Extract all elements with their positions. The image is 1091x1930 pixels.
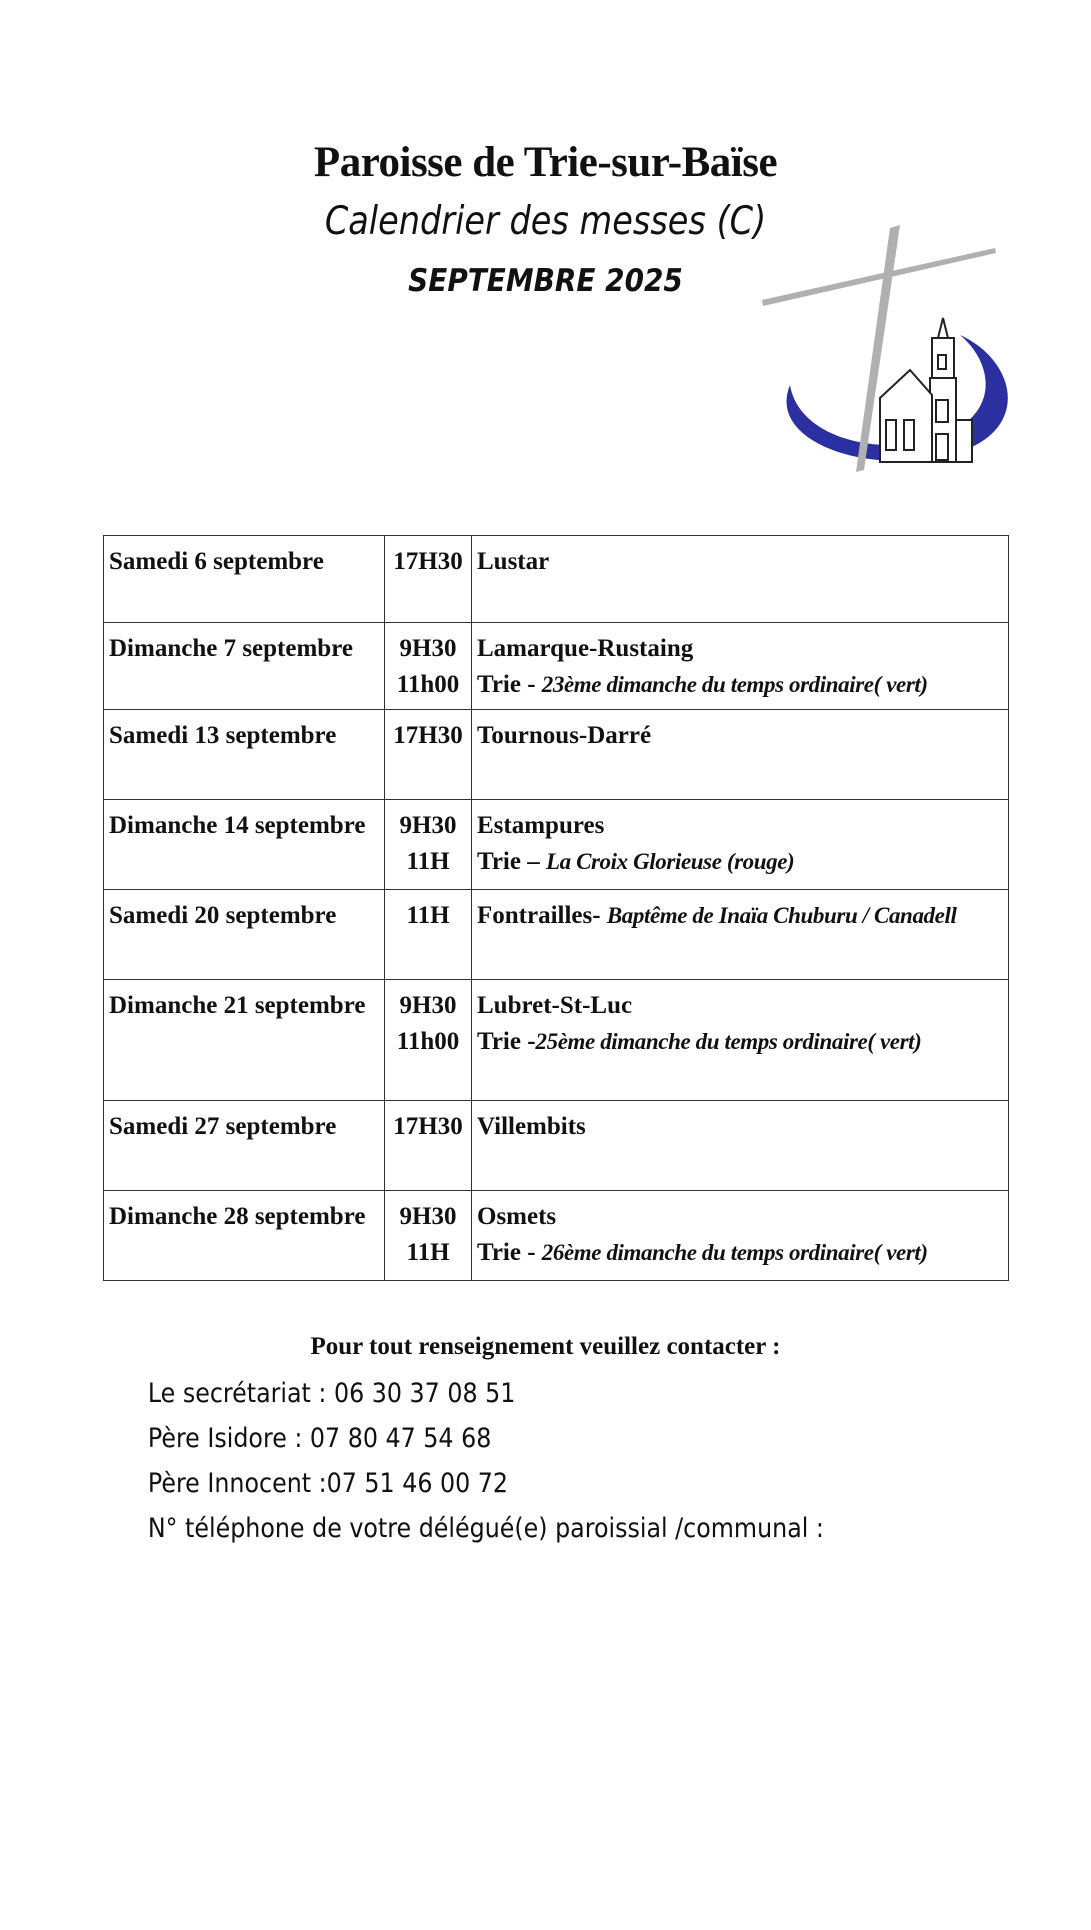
place-cell bbox=[472, 1191, 1009, 1281]
contact-pere-isidore: Père Isidore : 07 80 47 54 68 bbox=[147, 1423, 492, 1454]
mass-place-line bbox=[477, 808, 1003, 844]
place-cell bbox=[472, 710, 1009, 800]
day-cell: Samedi 6 septembre bbox=[104, 536, 385, 623]
mass-time: 11H bbox=[406, 1239, 450, 1266]
time-cell bbox=[385, 1191, 472, 1281]
mass-place-line bbox=[477, 1235, 1003, 1271]
mass-place-line bbox=[477, 898, 1003, 934]
day-cell: Samedi 13 septembre bbox=[104, 710, 385, 800]
mass-note: Baptême de Inaïa Chuburu / Canadell bbox=[606, 903, 957, 928]
time-cell bbox=[385, 710, 472, 800]
mass-place: Lustar bbox=[477, 548, 550, 575]
mass-time: 17H30 bbox=[393, 548, 463, 575]
mass-place: Lamarque-Rustaing bbox=[477, 635, 694, 662]
mass-place-line bbox=[477, 1199, 1003, 1235]
mass-place: Trie - bbox=[477, 1028, 536, 1055]
mass-time: 9H30 bbox=[399, 812, 457, 839]
place-cell bbox=[472, 1101, 1009, 1191]
table-row bbox=[104, 890, 1009, 980]
place-cell bbox=[472, 623, 1009, 710]
mass-note: 23ème dimanche du temps ordinaire( vert) bbox=[541, 672, 928, 697]
mass-place: Villembits bbox=[477, 1113, 586, 1140]
mass-time: 11H bbox=[406, 902, 450, 929]
time-cell bbox=[385, 980, 472, 1101]
day-cell: Dimanche 21 septembre bbox=[104, 980, 385, 1101]
mass-place-line bbox=[477, 667, 1003, 703]
contact-section bbox=[0, 1327, 1091, 1551]
page-month: SEPTEMBRE 2025 bbox=[408, 263, 683, 299]
mass-time: 9H30 bbox=[399, 1203, 457, 1230]
church-icon bbox=[880, 318, 972, 462]
contact-secretariat: Le secrétariat : 06 30 37 08 51 bbox=[147, 1378, 516, 1409]
contact-pere-innocent: Père Innocent :07 51 46 00 72 bbox=[147, 1468, 509, 1499]
mass-time: 9H30 bbox=[399, 635, 457, 662]
table-row bbox=[104, 710, 1009, 800]
table-row bbox=[104, 800, 1009, 890]
table-row bbox=[104, 623, 1009, 710]
contact-delegue: N° téléphone de votre délégué(e) paroissial /communal : bbox=[147, 1513, 824, 1544]
place-cell bbox=[472, 980, 1009, 1101]
day-cell: Samedi 20 septembre bbox=[104, 890, 385, 980]
mass-place-line bbox=[477, 718, 1003, 754]
mass-time: 9H30 bbox=[399, 992, 457, 1019]
contact-intro: Pour tout renseignement veuillez contacter : bbox=[310, 1333, 781, 1360]
time-cell bbox=[385, 623, 472, 710]
mass-place-line bbox=[477, 1109, 1003, 1145]
table-row bbox=[104, 1191, 1009, 1281]
day-cell: Dimanche 14 septembre bbox=[104, 800, 385, 890]
day-cell: Dimanche 28 septembre bbox=[104, 1191, 385, 1281]
page-subtitle: Calendrier des messes (C) bbox=[324, 199, 767, 244]
mass-place-line bbox=[477, 844, 1003, 880]
mass-time: 11H bbox=[406, 848, 450, 875]
day-cell: Samedi 27 septembre bbox=[104, 1101, 385, 1191]
mass-place-line bbox=[477, 631, 1003, 667]
mass-place-line bbox=[477, 1024, 1003, 1060]
mass-time: 17H30 bbox=[393, 1113, 463, 1140]
table-row bbox=[104, 980, 1009, 1101]
time-cell bbox=[385, 1101, 472, 1191]
mass-place-line bbox=[477, 988, 1003, 1024]
table-row bbox=[104, 1101, 1009, 1191]
mass-place: Lubret-St-Luc bbox=[477, 992, 633, 1019]
mass-note: La Croix Glorieuse (rouge) bbox=[545, 849, 795, 874]
table-row bbox=[104, 536, 1009, 623]
time-cell bbox=[385, 890, 472, 980]
mass-place: Trie – bbox=[477, 848, 546, 875]
time-cell bbox=[385, 536, 472, 623]
place-cell bbox=[472, 800, 1009, 890]
mass-place: Trie - bbox=[477, 671, 542, 698]
mass-place: Tournous-Darré bbox=[477, 722, 652, 749]
mass-time: 11h00 bbox=[396, 1028, 460, 1055]
logo-cross-horizontal bbox=[762, 248, 996, 306]
place-cell bbox=[472, 536, 1009, 623]
time-cell bbox=[385, 800, 472, 890]
mass-place: Estampures bbox=[477, 812, 605, 839]
mass-place-line bbox=[477, 544, 1003, 580]
mass-time: 17H30 bbox=[393, 722, 463, 749]
mass-place: Trie - bbox=[477, 1239, 542, 1266]
cross-church-logo bbox=[760, 220, 1020, 480]
mass-note: 26ème dimanche du temps ordinaire( vert) bbox=[541, 1240, 928, 1265]
mass-note: 25ème dimanche du temps ordinaire( vert) bbox=[535, 1029, 922, 1054]
mass-time: 11h00 bbox=[396, 671, 460, 698]
mass-schedule-table bbox=[103, 535, 1009, 1281]
page-title: Paroisse de Trie-sur-Baïse bbox=[313, 139, 778, 186]
place-cell bbox=[472, 890, 1009, 980]
mass-place: Fontrailles- bbox=[477, 902, 607, 929]
mass-place: Osmets bbox=[477, 1203, 557, 1230]
day-cell: Dimanche 7 septembre bbox=[104, 623, 385, 710]
